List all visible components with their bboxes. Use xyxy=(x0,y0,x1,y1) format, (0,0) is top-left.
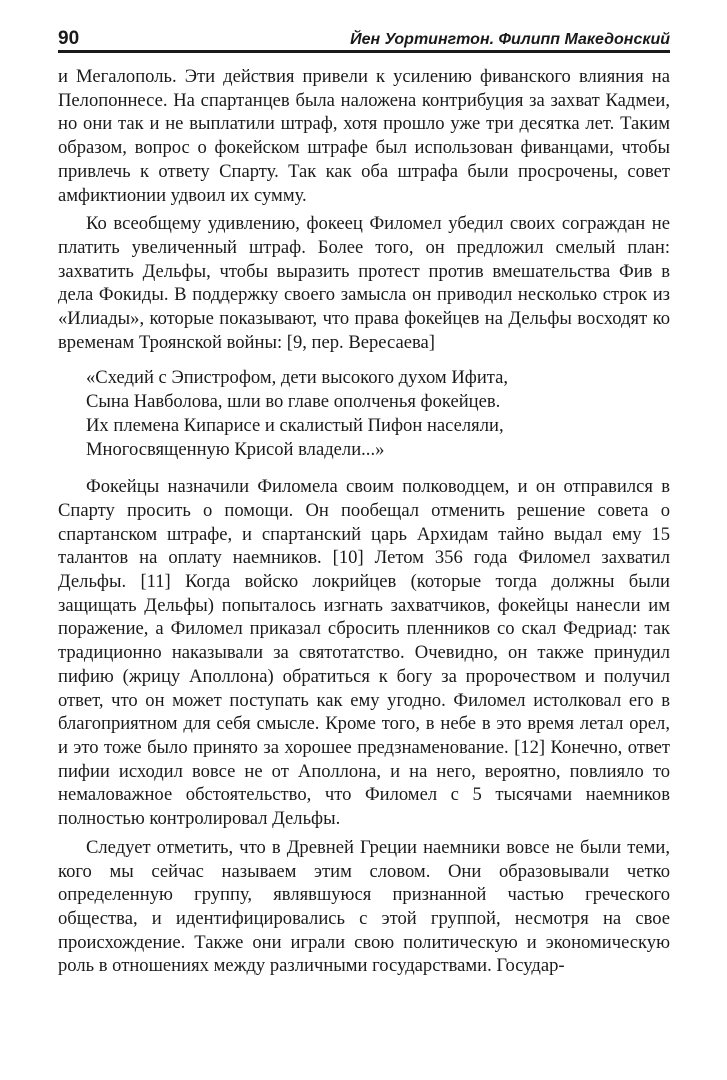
verse-line: Многосвященную Крисой владели...» xyxy=(86,438,385,460)
paragraph: Ко всеобщему удивлению, фокеец Филомел убедил своих сограждан не платить увеличенный штраф. Более того, он предложил смелый план: захватить Дельфы, чтобы выразить протест против вмешательства Фив в дела Фокиды. В поддержку своего замысла он приводил несколько строк из «Илиады», которые показывают, что права фокейцев на Дельфы восходят ко временам Троянской войны: [9, пер. Вересаева] xyxy=(58,213,670,353)
verse-line: «Схедий с Эпистрофом, дети высокого духом Ифита, xyxy=(86,367,509,389)
verse-quote xyxy=(86,366,670,461)
running-header xyxy=(58,18,670,53)
verse-line: Сына Навболова, шли во главе ополченья фокейцев. xyxy=(86,391,501,413)
body-text xyxy=(58,65,670,978)
book-page xyxy=(58,18,670,978)
paragraph: и Мегалополь. Эти действия привели к усилению фиванского влияния на Пелопоннесе. На спартанцев была наложена контрибуция за захват Кадмеи, но они так и не выплатили штраф, хотя прошло уже три десятка лет. Таким образом, вопрос о фокейском штрафе был использован фиванцами, чтобы привлечь к ответу Спарту. Так как оба штрафа были просрочены, совет амфиктионии удвоил их сумму. xyxy=(58,66,670,206)
paragraph: Фокейцы назначили Филомела своим полководцем, и он отправился в Спарту просить о помощи. Он пообещал отменить решение совета о спартанском штрафе, и спартанский царь Архидам тайно выдал ему 15 талантов на оплату наемников. [10] Летом 356 года Филомел захватил Дельфы. [11] Когда войско локрийцев (которые тогда должны были защищать Дельфы) попыталось изгнать захватчиков, фокейцы нанесли им поражение, а Филомел приказал сбросить пленников со скал Федриад: так традиционно наказывали за святотатство. Очевидно, он также принудил пифию (жрицу Аполлона) обратиться к богу за пророчеством и получил ответ, что он может поступать как ему угодно. Филомел истолковал его в благоприятном для себя смысле. Кроме того, в небе в это время летал орел, и это тоже было принято за хорошее предзнаменование. [12] Конечно, ответ пифии исходил вовсе не от Аполлона, и на него, вероятно, повлияло то немаловажное обстоятельство, что Филомел с 5 тысячами наемников полностью контролировал Дельфы. xyxy=(58,476,670,830)
running-title: Йен Уортингтон. Филипп Македонский xyxy=(350,31,670,48)
verse-line: Их племена Кипарисе и скалистый Пифон населяли, xyxy=(86,414,504,436)
paragraph: Следует отметить, что в Древней Греции наемники вовсе не были теми, кого мы сейчас называем этим словом. Они образовывали четко определенную группу, являвшуюся признанной частью греческого общества, и идентифицировались с этой группой, несмотря на свое происхождение. Также они играли свою политическую и экономическую роль в отношениях между различными государствами. Государ- xyxy=(58,836,670,977)
page-number: 90 xyxy=(58,28,80,49)
